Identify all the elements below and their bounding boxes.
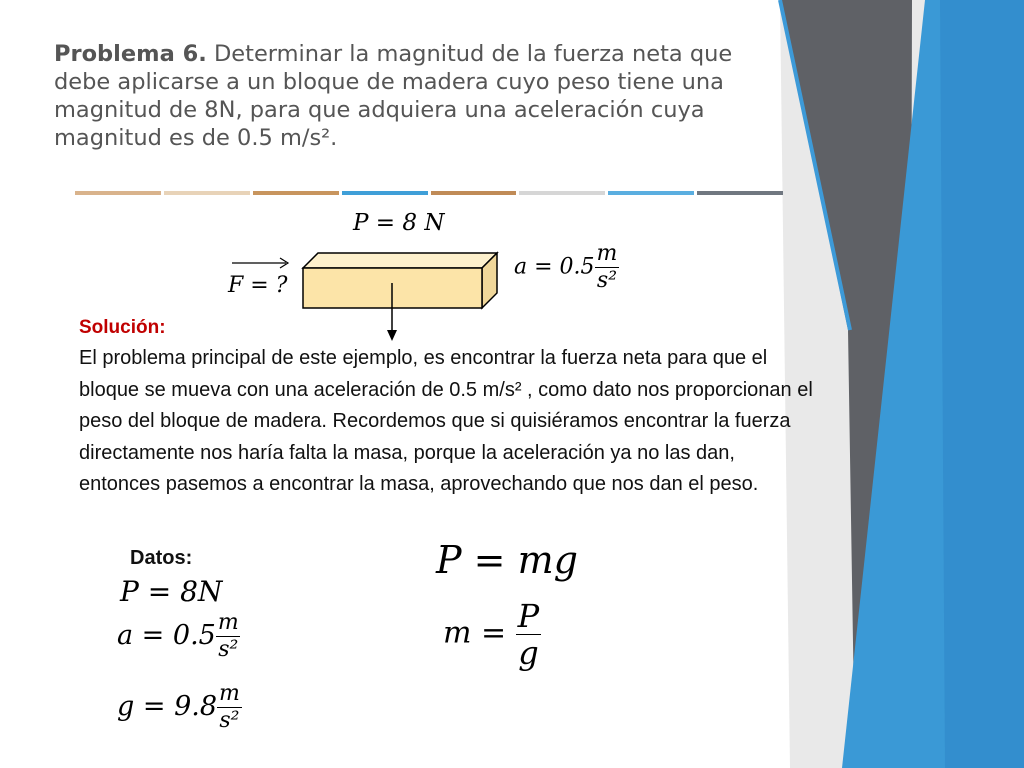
accel-denominator: s² xyxy=(596,268,618,293)
problem-label: Problema 6. xyxy=(54,41,207,67)
wooden-block xyxy=(303,253,497,308)
given-acceleration xyxy=(117,612,241,661)
accel-fraction xyxy=(595,243,620,292)
given-accel-denominator: s² xyxy=(218,637,239,662)
weight-formula: P = mg xyxy=(436,538,578,582)
mass-fraction xyxy=(516,597,542,672)
weight-equation: P = 8 N xyxy=(353,210,445,236)
mass-lhs: m = xyxy=(443,615,507,651)
mass-formula xyxy=(443,597,541,672)
accel-numerator: m xyxy=(596,241,618,266)
given-gravity xyxy=(117,683,242,732)
accel-lhs: a = 0.5 xyxy=(514,254,595,280)
given-gravity-fraction xyxy=(217,683,242,732)
given-gravity-lhs: g = 9.8 xyxy=(117,691,218,722)
force-equation: F = ? xyxy=(228,273,288,298)
mass-numerator: P xyxy=(517,597,540,635)
problem-statement: Determinar la magnitud de la fuerza neta que debe aplicarse a un bloque de madera cuyo peso tiene una magnitud de 8N, para que adquiera una aceleración cuya magnitud es de 0.5 m/s². xyxy=(54,41,733,151)
given-gravity-denominator: s² xyxy=(219,708,240,733)
given-accel-numerator: m xyxy=(217,610,239,635)
acceleration-equation xyxy=(514,243,619,292)
force-vector-arrow xyxy=(232,258,288,268)
mass-denominator: g xyxy=(518,634,539,672)
given-accel-lhs: a = 0.5 xyxy=(117,620,216,651)
given-accel-fraction xyxy=(216,612,241,661)
given-weight: P = 8N xyxy=(120,575,223,608)
given-gravity-numerator: m xyxy=(219,681,240,706)
solution-title: Solución: xyxy=(79,317,166,338)
solution-text: El problema principal de este ejemplo, es encontrar la fuerza neta para que el bloque se mueva con una aceleración de 0.5 m/s² , como dato nos proporcionan el peso del bloque de madera. Recordemos que si quisiéramos encontrar la fuerza directamente nos haría falta la masa, porque la aceleración ya no las dan, entonces pasemos a encontrar la masa, aprovechando que nos dan el peso. xyxy=(79,347,813,495)
datos-title: Datos: xyxy=(130,547,193,569)
